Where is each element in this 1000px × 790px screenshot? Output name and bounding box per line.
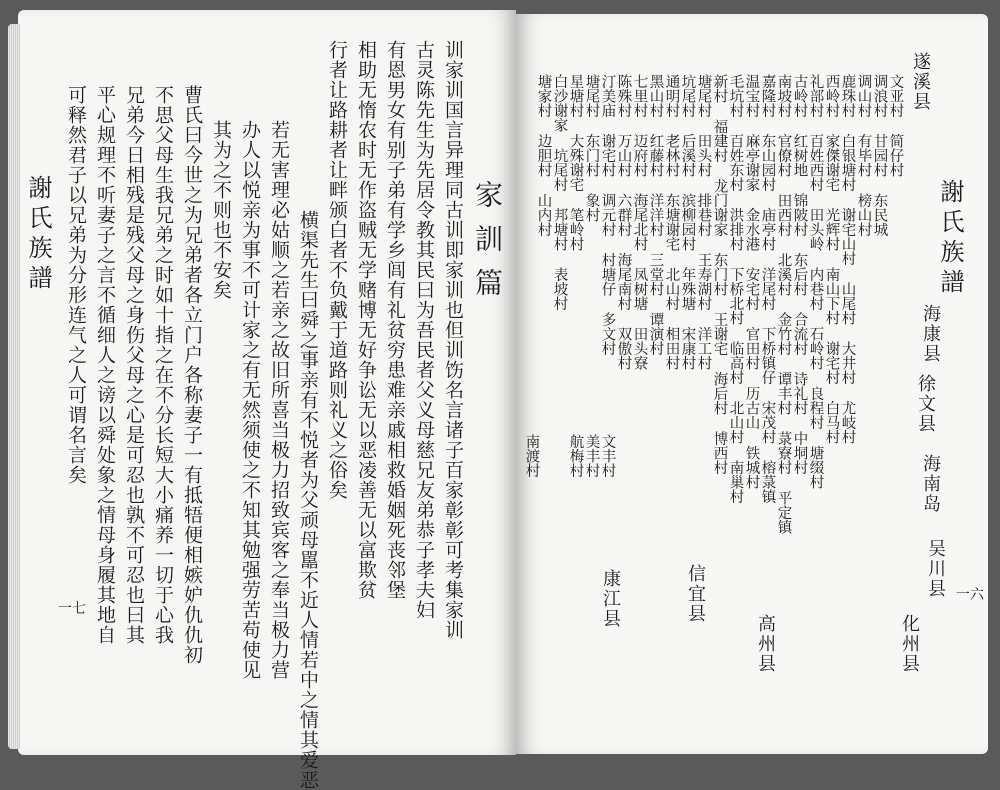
village-column: 塘尾村 东门村 象村 <box>583 74 600 222</box>
village-column: 嘉隆村 东山园村 庙亭村 洋尾村 下桥镇仔 宋茂村 榕菉镇 <box>759 74 776 504</box>
text-column: 办人以悦亲为事不可计家之有无然须使之不知其勉强劳苦苟使见 <box>239 120 261 680</box>
village-column: 调浪村 甘园村 东民城 <box>871 74 888 237</box>
village-column: 毛坑村 百姓东村 洪排村 下桥北村 临高村 北山村 南巢村 <box>727 74 744 504</box>
village-column: 坑尾村 后溪村 滨柳园村 年殊塘 宋康村 <box>679 74 696 370</box>
text-column: 曹氏曰今世之为兄弟者各立门户各称妻子一有抵牾便相嫉妒仇仇初 <box>181 85 203 665</box>
village-column: 礼部村 百姓西村 田头岭 内巷村 石岭村 良程村 塘缀村 <box>807 74 824 489</box>
chapter-title: 家訓篇 <box>471 180 504 312</box>
village-column: 南坡村 官僚村 田西村 北溪村 金竹村 谭丰村 菉寮村 平定镇 <box>775 74 792 534</box>
page-number: 一七 <box>58 601 86 617</box>
village-column: 古岭村 红树地 锦陂村 东后村 合流村 诗礼村 中垌村 <box>791 74 808 475</box>
text-column: 训家训国言异理同古训即家训也但训饬名言诸子百家彰彰可考集家训 <box>442 40 464 640</box>
village-column: 航梅村 <box>567 434 584 478</box>
text-column: 若无害理必姑顺之若亲之故旧所喜当极力招致宾客之奉当极力营 <box>268 120 290 680</box>
village-column: 美丰村 <box>583 434 600 478</box>
text-column: 可释然君子以兄弟为分形连气之人可谓名言矣 <box>65 85 87 485</box>
text-column: 不思父母生我兄弟之时如十指之在不分长短大小痛养一切于心我 <box>152 85 174 645</box>
village-column: 南渡村 <box>523 434 540 478</box>
right-page <box>516 14 988 754</box>
village-column: 黑山村 红藤村 洋洋村 三堂村 谭演村 <box>647 74 664 356</box>
village-column: 陈殊村 万山村 六群村 海尾南村 双傲村 <box>615 74 632 370</box>
village-column: 西岭村 家傑谢宅 光辉村 南山下村 谢宅村 白马村 <box>823 74 840 444</box>
text-column: 平心规理不听妻子之言不循细人之谤以舜处象之情母身履其地自 <box>94 85 116 645</box>
village-column: 通明村 老林村 东塘谢宅 北山村 相田村 <box>663 74 680 370</box>
county-label: 吴川县 <box>925 539 946 599</box>
village-column: 塘尾村 田头村 排巷村 王寿湖村 洋工村 <box>695 74 712 370</box>
text-column: 行者让路耕者让畔颁白者不负戴于道路则礼义之俗矣 <box>326 40 348 500</box>
county-label: 徐文县 <box>915 374 936 434</box>
village-column: 塘家村 边胆村 山内村 <box>535 74 552 237</box>
text-column: 其为之不则也不安矣 <box>210 120 232 300</box>
county-label: 海康县 <box>920 304 941 364</box>
village-column: 文丰村 <box>599 434 616 478</box>
county-label: 高州县 <box>755 614 776 674</box>
text-column: 有恩男女有别子弟有学乡闾有礼贫穷患难亲戚相救婚姻死丧邻堡 <box>384 40 406 600</box>
text-column: 横渠先生曰舜之事亲有不悦者为父顽母嚚不近人情若中之情其爱恶 <box>297 210 319 790</box>
county-label: 信宜县 <box>685 564 706 624</box>
village-column: 调山村 有毕村 榜山村 <box>855 74 872 237</box>
county-label: 海南岛 <box>920 454 941 514</box>
village-column: 文亚村 简仔村 <box>887 74 904 177</box>
county-label: 遂溪县 <box>910 52 931 112</box>
village-column: 汀美庙 谢宅村 调元村 村塘仔 多文村 <box>599 74 616 356</box>
county-label: 化州县 <box>899 614 920 674</box>
text-column: 古灵陈先生为先居令教其民曰为吾民者父义母慈兄友弟恭子孝夫妇 <box>413 40 435 620</box>
clan-sign: 謝氏族譜 <box>936 179 964 299</box>
county-label: 康江县 <box>600 569 621 629</box>
left-page <box>18 10 516 790</box>
village-column: 温宝村 麻亭谢家 金水港 安宅村 官田村 历古山 铁城村 <box>743 74 760 489</box>
village-column: 鹿珠村 白银塘村 谢宅山村 山尾村 大井村 尤岐村 <box>839 74 856 444</box>
page-number: 一六 <box>956 587 984 603</box>
text-column: 相助无惰农时无作盗贼无学赌博无好争讼无以恶凌善无以富欺贫 <box>355 40 377 600</box>
village-column: 白沙谢家 坑尾村 邦塘村 表坡村 <box>551 74 568 311</box>
village-column: 新村 福建村 龙门谢家 东门村 王谢宅 海后村 博西村 <box>711 74 728 475</box>
text-column: 兄弟今日相残是残父母之身伤父母之心是可忍也孰不可忍也曰其 <box>123 85 145 645</box>
village-column: 星塘村 大殊谢宅 笔岭村 <box>567 74 584 251</box>
village-column: 七里村 迈府村 海尾北村 凤树塘 田头寮 <box>631 74 648 370</box>
clan-sign: 謝氏族譜 <box>24 175 52 295</box>
